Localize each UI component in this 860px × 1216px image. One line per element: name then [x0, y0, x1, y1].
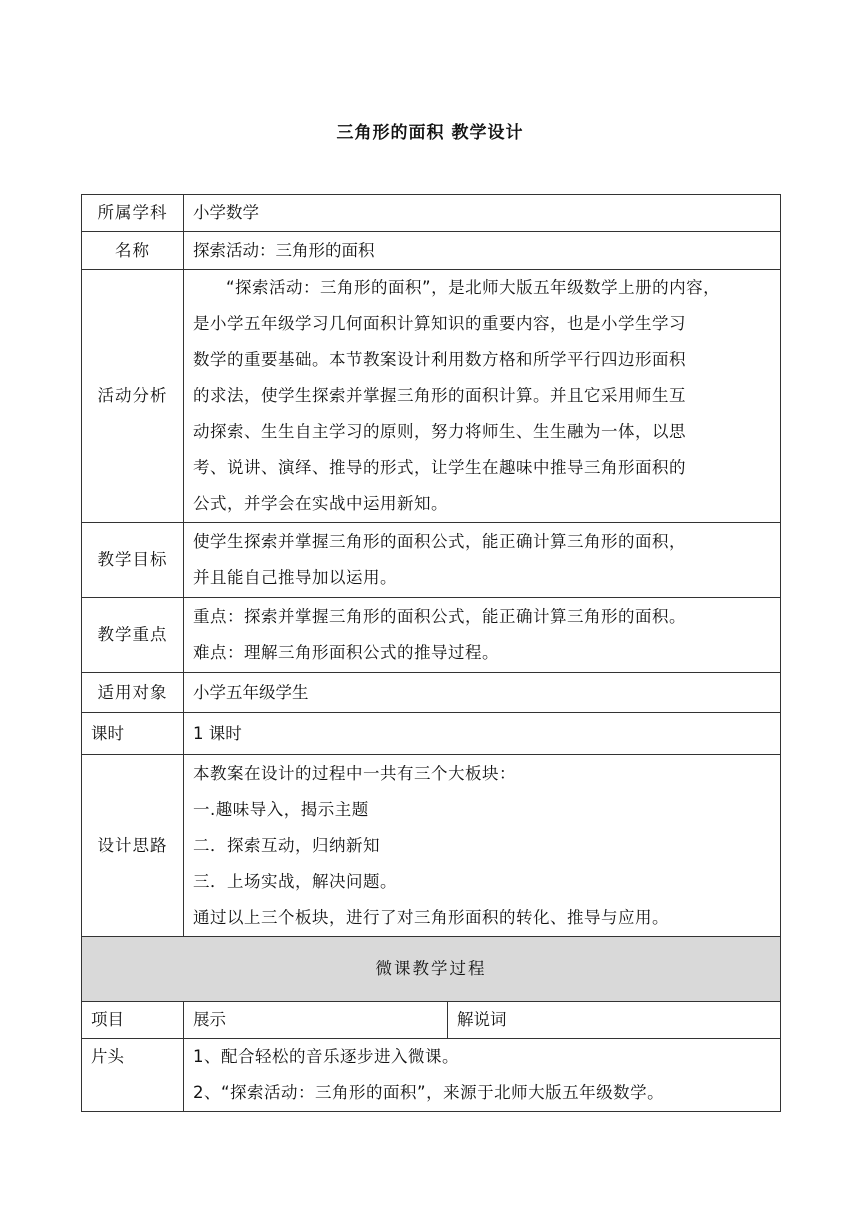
- row-goal: [82, 523, 781, 598]
- analysis-line: 动探索、生生自主学习的原则，努力将师生、生生融为一体，以思: [193, 422, 686, 441]
- col-show-header: 展示: [184, 1002, 448, 1039]
- opening-label: 片头: [82, 1039, 184, 1112]
- key-text: [184, 598, 781, 673]
- row-section-header: [82, 937, 781, 1002]
- design-label: 设计思路: [82, 755, 184, 937]
- design-line: 二．探索互动，归纳新知: [193, 835, 380, 855]
- row-audience: [82, 673, 781, 713]
- design-line: 本教案在设计的过程中一共有三个大板块：: [193, 763, 516, 783]
- analysis-text: [184, 270, 781, 523]
- design-line: 三．上场实战，解决问题。: [193, 871, 397, 891]
- analysis-line: 公式，并学会在实战中运用新知。: [193, 494, 448, 513]
- analysis-line: 是小学五年级学习几何面积计算知识的重要内容，也是小学生学习: [193, 314, 686, 333]
- goal-line: 并且能自己推导加以运用。: [193, 568, 397, 587]
- analysis-line: 数学的重要基础。本节教案设计利用数方格和所学平行四边形面积: [193, 350, 686, 369]
- opening-text: [184, 1039, 781, 1112]
- row-key-points: [82, 598, 781, 673]
- key-line: 重点：探索并掌握三角形的面积公式，能正确计算三角形的面积。: [193, 607, 686, 626]
- row-analysis: [82, 270, 781, 523]
- opening-line: 2、“探索活动：三角形的面积”，来源于北师大版五年级数学。: [193, 1083, 665, 1102]
- subject-label: 所属学科: [82, 195, 184, 232]
- goal-line: 使学生探索并掌握三角形的面积公式，能正确计算三角形的面积，: [193, 532, 686, 551]
- subject-value: 小学数学: [184, 195, 781, 232]
- analysis-line: 的求法，使学生探索并掌握三角形的面积计算。并且它采用师生互: [193, 386, 686, 405]
- audience-value: 小学五年级学生: [184, 673, 781, 713]
- row-design: [82, 755, 781, 937]
- opening-line: 1、配合轻松的音乐逐步进入微课。: [193, 1047, 459, 1066]
- col-explain-header: 解说词: [448, 1002, 781, 1039]
- row-opening: [82, 1039, 781, 1112]
- row-column-headers: [82, 1002, 781, 1039]
- key-line: 难点：理解三角形面积公式的推导过程。: [193, 643, 499, 662]
- name-value: 探索活动：三角形的面积: [184, 232, 781, 270]
- analysis-label: 活动分析: [82, 270, 184, 523]
- document-title: 三角形的面积 教学设计: [336, 123, 524, 143]
- design-line: 通过以上三个板块，进行了对三角形面积的转化、推导与应用。: [193, 907, 669, 927]
- analysis-line: 考、说讲、演绎、推导的形式，让学生在趣味中推导三角形面积的: [193, 458, 686, 477]
- analysis-line: “探索活动：三角形的面积”，是北师大版五年级数学上册的内容，: [226, 278, 721, 297]
- goal-label: 教学目标: [82, 523, 184, 598]
- row-name: [82, 232, 781, 270]
- audience-label: 适用对象: [82, 673, 184, 713]
- key-label: 教学重点: [82, 598, 184, 673]
- lesson-plan-table: [81, 194, 781, 1112]
- hours-label: 课时: [82, 713, 184, 755]
- row-hours: [82, 713, 781, 755]
- hours-value: 1 课时: [184, 713, 781, 755]
- design-text: [184, 755, 781, 937]
- goal-text: [184, 523, 781, 598]
- row-subject: [82, 195, 781, 232]
- design-line: 一.趣味导入，揭示主题: [193, 799, 369, 819]
- col-item-header: 项目: [82, 1002, 184, 1039]
- name-label: 名称: [82, 232, 184, 270]
- section-title: 微课教学过程: [82, 937, 781, 1002]
